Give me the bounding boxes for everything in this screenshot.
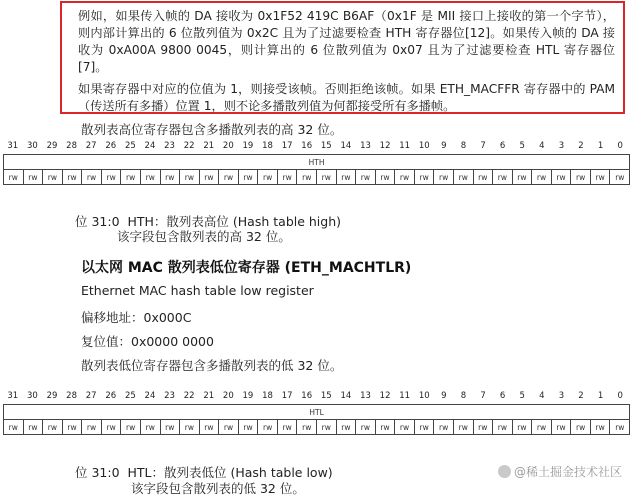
bit-number: 25 <box>124 391 136 401</box>
bit-number: 0 <box>617 391 623 401</box>
bit-number: 27 <box>85 391 97 401</box>
bit-number: 8 <box>460 141 467 151</box>
htl-desc-title: HTL：散列表低位 (Hash table low) <box>127 465 333 480</box>
bit-number: 2 <box>578 141 584 151</box>
bit-number: 0 <box>617 141 623 151</box>
bit-access-cell: rw <box>375 170 395 185</box>
bit-number: 14 <box>340 391 352 401</box>
bit-number: 17 <box>281 141 293 151</box>
bit-number: 4 <box>539 391 545 401</box>
bit-access-cell: rw <box>590 170 610 185</box>
bit-access-cell: rw <box>199 170 219 185</box>
bit-number: 28 <box>66 141 77 151</box>
bit-access-cell: rw <box>414 170 434 185</box>
bit-number: 18 <box>262 391 273 401</box>
bit-number: 9 <box>441 141 447 151</box>
bit-access-cell: rw <box>62 420 82 435</box>
bit-number: 6 <box>499 141 506 151</box>
bit-access-cell: rw <box>101 420 121 435</box>
bit-access-cell: rw <box>356 420 376 435</box>
bit-number: 22 <box>183 141 195 151</box>
htl-register <box>3 391 630 435</box>
bit-access-cell: rw <box>62 170 82 185</box>
bit-number: 2 <box>578 391 584 401</box>
bit-access-cell: rw <box>473 170 493 185</box>
bit-number: 13 <box>360 391 371 401</box>
bit-access-cell: rw <box>277 420 297 435</box>
bit-access-cell: rw <box>336 170 356 185</box>
bit-access-cell: rw <box>356 170 376 185</box>
bit-number: 21 <box>203 391 215 401</box>
bit-number: 18 <box>262 141 273 151</box>
bit-number: 30 <box>26 141 38 151</box>
bit-number: 7 <box>480 141 486 151</box>
hth-intro: 散列表高位寄存器包含多播散列表的高 32 位。 <box>81 122 343 137</box>
bit-number: 4 <box>539 141 545 151</box>
htl-intro: 散列表低位寄存器包含多播散列表的低 32 位。 <box>81 358 343 373</box>
bit-access-cell: rw <box>4 420 24 435</box>
bit-access-cell: rw <box>82 170 102 185</box>
bit-access-cell: rw <box>610 170 630 185</box>
note-paragraph-1: 例如，如果传入帧的 DA 接收为 0x1F52 419C B6AF（0x1F 是 MII 接口上接收的第一个字节），则内部计算出的 6 位散列值为 0x2C 且为了过滤要检查 HTH 寄存器位[12]。如果传入帧的 DA 接收为 0xA00A 9800 0045，则计算出的 6 位散列值为 0x07 且为了过滤要检查 HTL 寄存器位[7]。 <box>78 9 615 74</box>
bit-access-cell: rw <box>180 420 200 435</box>
bit-number: 6 <box>499 391 506 401</box>
hth-bit-numbers <box>3 141 630 151</box>
watermark <box>498 463 622 480</box>
bit-access-cell: rw <box>336 420 356 435</box>
bit-access-cell: rw <box>219 170 239 185</box>
bit-number: 19 <box>242 141 254 151</box>
hth-access-row <box>4 170 630 185</box>
bit-number: 1 <box>597 141 604 151</box>
bit-number: 22 <box>183 391 195 401</box>
bit-access-cell: rw <box>258 170 278 185</box>
bit-number: 14 <box>340 141 352 151</box>
note-paragraph-2: 如果寄存器中对应的位值为 1，则接受该帧。否则拒绝该帧。如果 ETH_MACFFR 寄存器中的 PAM（传送所有多播）位置 1，则不论多播散列值为何都接受所有多播帧。 <box>78 82 615 113</box>
bit-access-cell: rw <box>238 170 258 185</box>
bit-number: 7 <box>480 391 486 401</box>
bit-number: 19 <box>242 391 254 401</box>
htl-reset: 复位值：0x0000 0000 <box>81 334 214 349</box>
bit-access-cell: rw <box>238 420 258 435</box>
bit-number: 8 <box>460 391 467 401</box>
bit-access-cell: rw <box>121 420 141 435</box>
bit-number: 21 <box>203 141 215 151</box>
bit-number: 10 <box>418 391 430 401</box>
bit-access-cell: rw <box>473 420 493 435</box>
bit-access-cell: rw <box>434 420 454 435</box>
bit-access-cell: rw <box>590 420 610 435</box>
bit-number: 26 <box>105 391 117 401</box>
bit-number: 31 <box>7 141 19 151</box>
bit-access-cell: rw <box>317 420 337 435</box>
bit-number: 9 <box>441 391 447 401</box>
bit-number: 10 <box>418 141 430 151</box>
bit-access-cell: rw <box>493 420 513 435</box>
bit-access-cell: rw <box>160 420 180 435</box>
bit-access-cell: rw <box>140 170 160 185</box>
bit-access-cell: rw <box>140 420 160 435</box>
hth-register-table <box>3 154 630 185</box>
bit-number: 23 <box>164 141 175 151</box>
bit-access-cell: rw <box>23 420 43 435</box>
bit-access-cell: rw <box>512 420 532 435</box>
bit-access-cell: rw <box>297 170 317 185</box>
bit-access-cell: rw <box>43 420 63 435</box>
hth-desc-bits: 位 31:0 <box>75 214 120 229</box>
bit-number: 26 <box>105 141 117 151</box>
htl-field-label: HTL <box>4 405 630 420</box>
brand-logo-icon <box>498 465 511 478</box>
bit-access-cell: rw <box>414 420 434 435</box>
bit-number: 13 <box>360 141 371 151</box>
bit-number: 17 <box>281 391 293 401</box>
hth-desc-title: HTH：散列表高位 (Hash table high) <box>127 214 342 229</box>
bit-number: 20 <box>222 391 234 401</box>
bit-number: 16 <box>301 391 313 401</box>
htl-register-table <box>3 404 630 435</box>
htl-offset: 偏移地址：0x000C <box>81 310 192 325</box>
bit-number: 30 <box>26 391 38 401</box>
hth-desc-body: 该字段包含散列表的高 32 位。 <box>117 229 291 244</box>
bit-number: 27 <box>85 141 97 151</box>
bit-access-cell: rw <box>101 170 121 185</box>
bit-access-cell: rw <box>610 420 630 435</box>
bit-access-cell: rw <box>317 170 337 185</box>
bit-number: 12 <box>379 141 391 151</box>
bit-access-cell: rw <box>258 420 278 435</box>
bit-number: 24 <box>144 391 156 401</box>
bit-number: 3 <box>558 391 565 401</box>
watermark-text: @稀土掘金技术社区 <box>513 465 622 479</box>
bit-number: 23 <box>164 391 175 401</box>
bit-number: 24 <box>144 141 156 151</box>
bit-access-cell: rw <box>532 420 552 435</box>
bit-access-cell: rw <box>395 420 415 435</box>
bit-number: 11 <box>399 391 411 401</box>
bit-access-cell: rw <box>199 420 219 435</box>
bit-number: 11 <box>399 141 411 151</box>
bit-number: 1 <box>597 391 604 401</box>
bit-number: 16 <box>301 141 313 151</box>
bit-access-cell: rw <box>551 420 571 435</box>
bit-access-cell: rw <box>82 420 102 435</box>
bit-access-cell: rw <box>375 420 395 435</box>
bit-access-cell: rw <box>23 170 43 185</box>
htl-desc-body: 该字段包含散列表的低 32 位。 <box>131 481 305 496</box>
bit-access-cell: rw <box>180 170 200 185</box>
htl-access-row <box>4 420 630 435</box>
hth-field-label: HTH <box>4 155 630 170</box>
bit-number: 12 <box>379 391 391 401</box>
bit-access-cell: rw <box>453 170 473 185</box>
bit-access-cell: rw <box>395 170 415 185</box>
bit-number: 15 <box>320 391 332 401</box>
bit-access-cell: rw <box>297 420 317 435</box>
bit-number: 31 <box>7 391 19 401</box>
bit-access-cell: rw <box>551 170 571 185</box>
bit-access-cell: rw <box>493 170 513 185</box>
bit-access-cell: rw <box>219 420 239 435</box>
bit-access-cell: rw <box>4 170 24 185</box>
bit-number: 25 <box>124 141 136 151</box>
bit-access-cell: rw <box>453 420 473 435</box>
bit-number: 29 <box>46 141 58 151</box>
bit-number: 29 <box>46 391 58 401</box>
bit-number: 28 <box>66 391 77 401</box>
bit-access-cell: rw <box>571 420 591 435</box>
htl-heading: 以太网 MAC 散列表低位寄存器 (ETH_MACHTLR) <box>81 260 412 276</box>
bit-access-cell: rw <box>532 170 552 185</box>
htl-bit-numbers <box>3 391 630 401</box>
bit-access-cell: rw <box>43 170 63 185</box>
bit-number: 3 <box>558 141 565 151</box>
bit-number: 5 <box>519 391 525 401</box>
bit-access-cell: rw <box>434 170 454 185</box>
bit-number: 15 <box>320 141 332 151</box>
bit-access-cell: rw <box>160 170 180 185</box>
note-box <box>60 1 625 114</box>
htl-desc-bits: 位 31:0 <box>75 465 120 480</box>
bit-access-cell: rw <box>512 170 532 185</box>
bit-number: 5 <box>519 141 525 151</box>
bit-number: 20 <box>222 141 234 151</box>
htl-subtitle: Ethernet MAC hash table low register <box>81 283 314 298</box>
bit-access-cell: rw <box>277 170 297 185</box>
hth-register <box>3 141 630 185</box>
bit-access-cell: rw <box>121 170 141 185</box>
bit-access-cell: rw <box>571 170 591 185</box>
